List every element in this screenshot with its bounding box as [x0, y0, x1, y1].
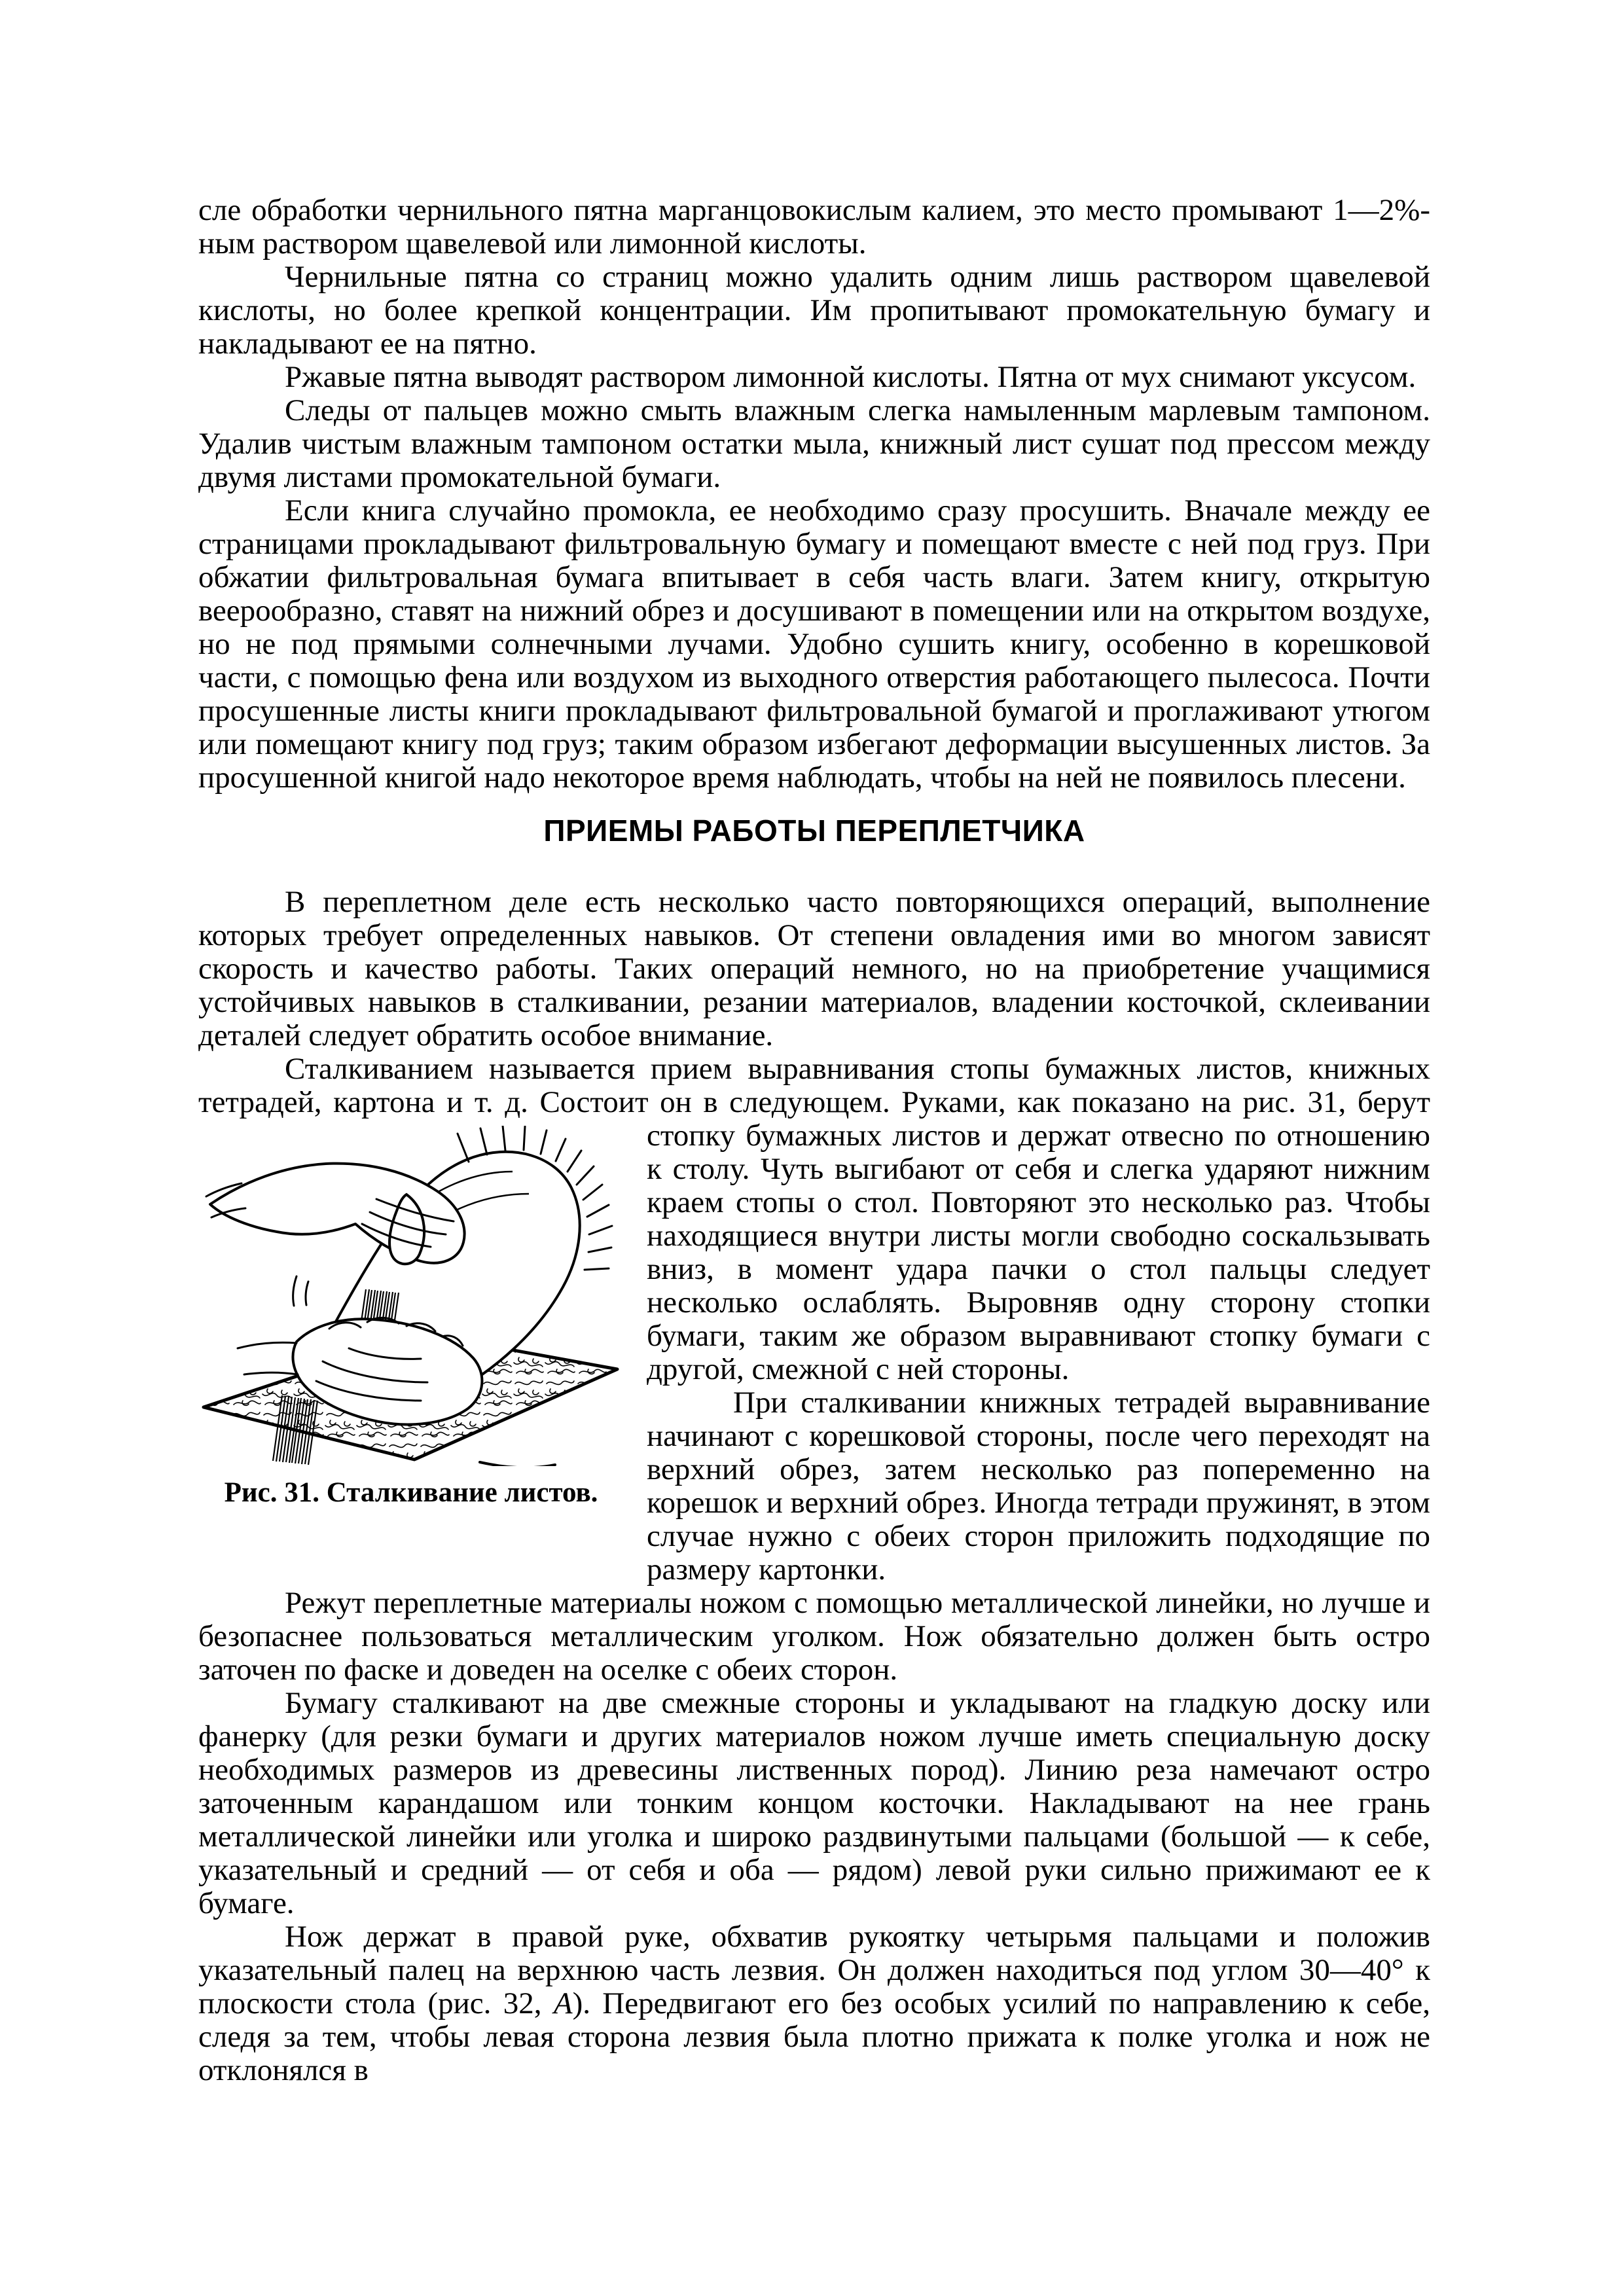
paragraph-ink-stains: Чернильные пятна со страниц можно удалить одним лишь раствором щавелевой кислоты, но более крепкой концентрации. Им пропитывают промокательную бумагу и накладывают ее на пятно. [198, 260, 1430, 361]
paragraph-intro: сле обработки чернильного пятна марганцовокислым калием, это место промывают 1—2%-ным раствором щавелевой или лимонной кислоты. [198, 193, 1430, 260]
figure-31 [198, 1126, 624, 1564]
paragraph-fingerprints: Следы от пальцев можно смыть влажным слегка намыленным марлевым тампоном. Удалив чистым влажным тампоном остатки мыла, книжный лист сушат под прессом между двумя листами промокательной бумаги. [198, 393, 1430, 494]
section-heading: ПРИЕМЫ РАБОТЫ ПЕРЕПЛЕТЧИКА [543, 814, 1085, 848]
paragraph-wet-book: Если книга случайно промокла, ее необходимо сразу просушить. Вначале между ее страницами прокладывают фильтровальную бумагу и помещают вместе с ней под груз. При обжатии фильтровальная бумага впитывает в себя часть влаги. Затем книгу, открытую веерообразно, ставят на нижний обрез и досушивают в помещении или на открытом воздухе, но не под прямыми солнечными лучами. Удобно сушить книгу, особенно в корешковой части, с помощью фена или воздухом из выходного отверстия работающего пылесоса. Почти просушенные листы книги прокладывают фильтровальной бумагой и проглаживают утюгом или помещают книгу под груз; таким образом избегают деформации высушенных листов. За просушенной книгой надо некоторое время наблюдать, чтобы на ней не появилось плесени. [198, 493, 1430, 795]
paragraph-operations: В переплетном деле есть несколько часто повторяющихся операций, выполнение которых требует определенных навыков. От степени овладения ими во многом зависят скорость и качество работы. Таких операций немного, но на приобретение учащимися устойчивых навыков в сталкивании, резании материалов, владении косточкой, склеивании деталей следует обратить особое внимание. [198, 885, 1430, 1052]
paragraph-jogging-text-before: Сталкиванием называется прием выравнивания стопы бумажных листов, книжных тетрадей, картона и т. д. Состоит он в следующем. Руками, как показано на рис. 31, берут стопку [198, 1052, 1430, 1153]
jogging-sheets-illustration [198, 1126, 624, 1466]
paragraph-jogging-text-after: бумажных листов и держат отвесно по отношению к столу. Чуть выгибают от себя и слегка ударяют нижним краем стопы о стол. Повторяют это несколько раз. Чтобы находящиеся внутри листы могли свободно соскальзывать вниз, в момент удара пачки о стол пальцы следует несколько ослаблять. Выровняв одну сторону стопки бумаги, таким же образом выравнивают стопку бумаги с другой, смежной с ней стороны. [647, 1119, 1430, 1386]
figure-32-reference-letter: А [553, 1986, 573, 2020]
paragraph-rust-stains: Ржавые пятна выводят раствором лимонной кислоты. Пятна от мух снимают уксусом. [285, 360, 1416, 394]
paragraph-knife [198, 1920, 1430, 2087]
paragraph-cutting-board: Бумагу сталкивают на две смежные стороны и укладывают на гладкую доску или фанерку (для резки бумаги и других материалов ножом лучше иметь специальную доску необходимых размеров из древесины лиственных пород). Линию реза намечают остро заточенным карандашом или тонким концом косточки. Накладывают на нее грань металлической линейки или уголка и широко раздвинутыми пальцами (большой — к себе, указательный и средний — от себя и оба — рядом) левой руки сильно прижимают ее к бумаге. [198, 1686, 1430, 1920]
paragraph-knife-text-a: Нож держат в правой руке, обхватив рукоятку четырьмя пальцами и положив указательный палец на верхнюю часть лезвия. Он должен находиться под углом 30—40° к плоскости стола (рис. 32, [198, 1920, 1430, 2020]
text-block [198, 194, 1430, 2087]
figure-caption: Рис. 31. Сталкивание листов. [224, 1477, 598, 1508]
paragraph-knife-text-b: ). Передвигают его без особых усилий по направлению к себе, следя за тем, чтобы левая сторона лезвия была плотно прижата к полке уголка и нож не отклонялся в [198, 1986, 1431, 2087]
paragraph-cutting-tools: Режут переплетные материалы ножом с помощью металлической линейки, но лучше и безопаснее пользоваться металлическим уголком. Нож обязательно должен быть остро заточен по фаске и доведен на оселке с обеих сторон. [198, 1586, 1430, 1687]
paragraph-notebooks: При сталкивании книжных тетрадей выравнивание начинают с корешковой стороны, после чего переходят на верхний обрез, затем несколько раз попеременно на корешок и верхний обрез. Иногда тетради пружинят, в этом случае нужно с обеих сторон приложить подходящие по размеру картонки. [647, 1386, 1430, 1587]
